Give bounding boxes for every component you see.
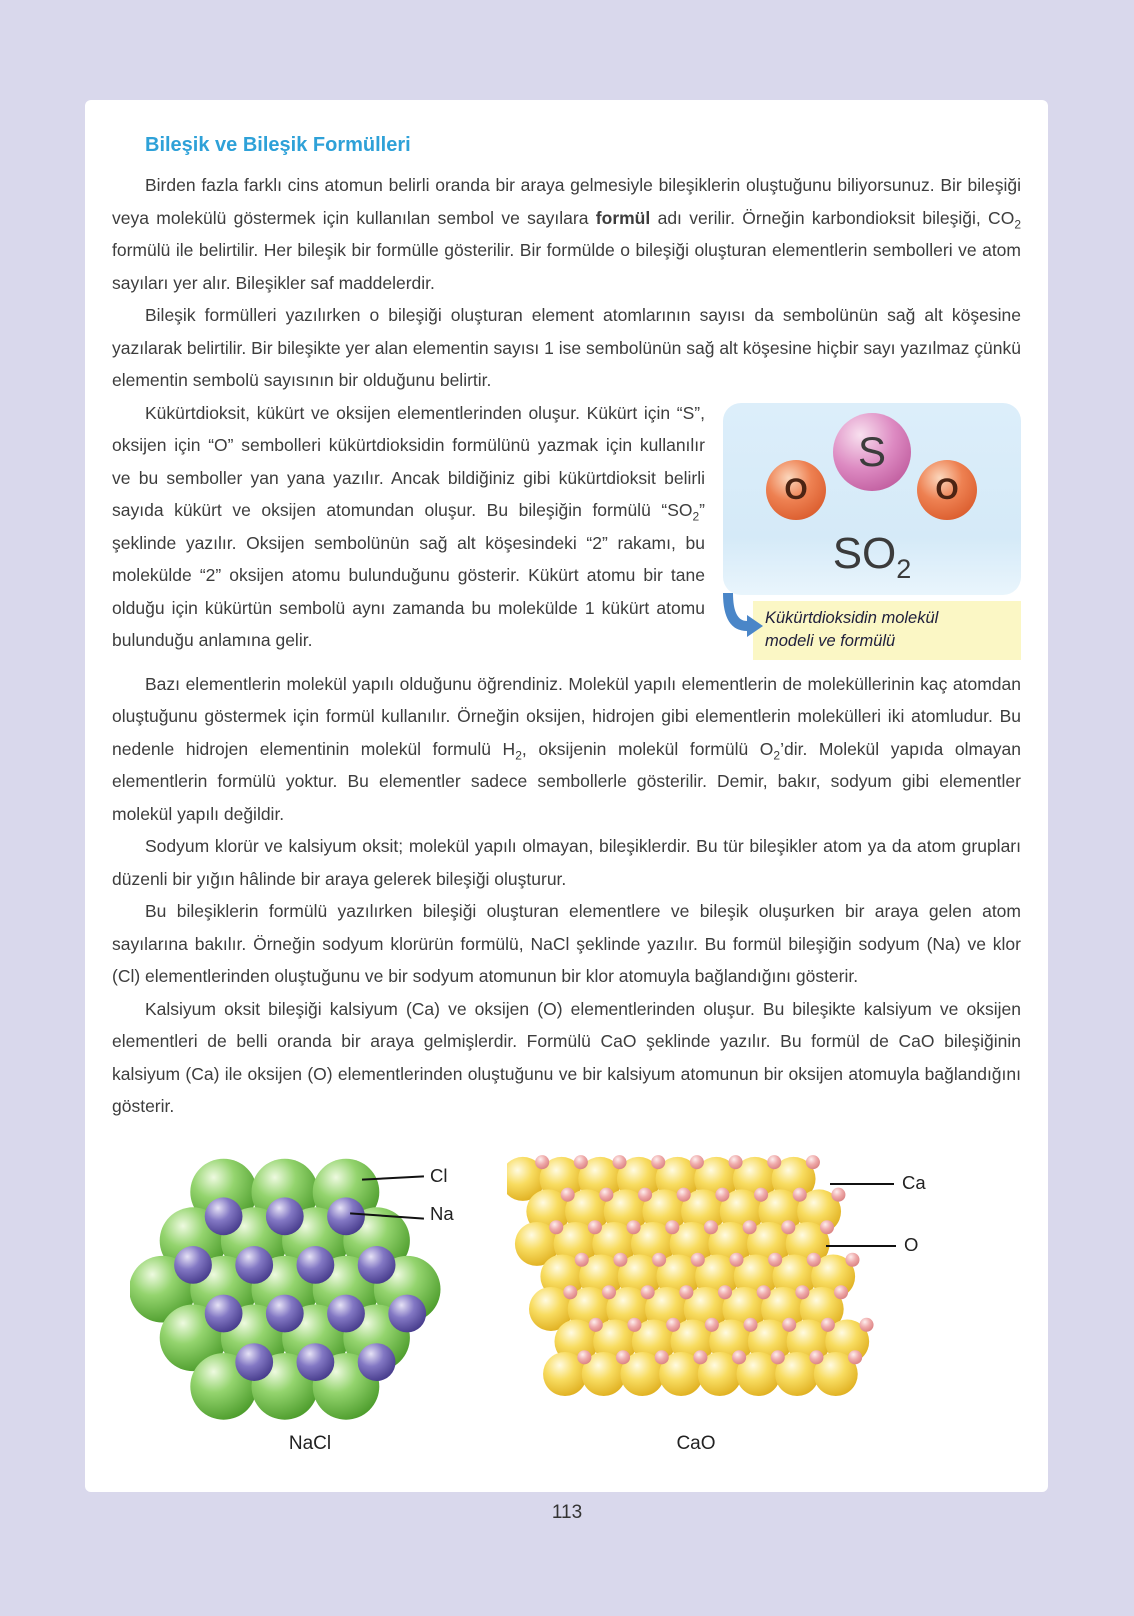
text-run: ” şeklinde yazılır. Oksijen sembolünün sağ alt köşesindeki “2” rakamı, bu molekülde “2” oksijen atomu bulunduğunu gösterir. Kükürt atomu bir tane olduğu için kükürtün sembolü aynı zamanda bu molekülde 1 kükürt atomu bulunduğu anlamına gelir. bbox=[112, 500, 705, 650]
paragraph-4 bbox=[112, 668, 1021, 831]
page-number: 113 bbox=[551, 1502, 583, 1523]
text-run: Birden fazla farklı cins atomun belirli oranda bir araya gelmesiyle bileşiklerin oluştuğunu biliyorsunuz. Bir bileşiği veya molekülü göstermek için kullanılan sembol ve sayılara bbox=[112, 175, 1021, 228]
text-run: Kalsiyum oksit bileşiği kalsiyum (Ca) ve oksijen (O) elementlerinden oluşur. Bu bileşikte kalsiyum ve oksijen elementleri de belli oranda bir araya gelmişlerdir. Formülü CaO şeklinde yazılır. Bu formül de CaO bileşiğinin kalsiyum (Ca) ile oksijen (O) elementlerinden oluştuğunu ve bir kalsiyum atomunun bir oksijen atomuyla bağlandığını gösterir. bbox=[112, 998, 1021, 1116]
text-run: ’dir. Molekül yapıda olmayan elementlerin formülü yoktur. Bu elementler sadece sembollerle gösterilir. Demir, bakır, sodyum gibi elementler molekül yapılı değildir. bbox=[112, 738, 1022, 824]
oxygen-atom-model-right bbox=[917, 460, 977, 520]
subscript: 2 bbox=[1014, 217, 1021, 231]
na-label: Na bbox=[430, 1202, 454, 1224]
subscript: 2 bbox=[515, 748, 522, 762]
formula-subscript: 2 bbox=[896, 553, 912, 584]
paragraph-6 bbox=[112, 895, 1021, 993]
crystal-figures bbox=[112, 1135, 1021, 1471]
paragraph-5 bbox=[112, 830, 1021, 895]
so2-caption-row bbox=[723, 601, 1021, 660]
cl-label: Cl bbox=[430, 1164, 448, 1186]
ca-label-line bbox=[830, 1183, 894, 1185]
section-heading: Bileşik ve Bileşik Formülleri bbox=[145, 134, 411, 156]
text-run: Sodyum klorür ve kalsiyum oksit; molekül yapılı olmayan, bileşiklerdir. Bu tür bileşikler atom ya da atom grupları düzenli bir yığın hâlinde bir araya gelerek bileşiği oluşturur. bbox=[112, 836, 1021, 889]
so2-model-box bbox=[723, 403, 1021, 595]
so2-figure bbox=[723, 403, 1021, 660]
page-content-card bbox=[85, 100, 1048, 1492]
formula-base: SO bbox=[832, 528, 897, 578]
o-label-line bbox=[826, 1245, 896, 1247]
text-run: , oksijenin molekül formülü O bbox=[521, 738, 774, 759]
sulfur-symbol: S bbox=[857, 427, 886, 475]
o-label: O bbox=[904, 1233, 919, 1255]
nacl-caption: NaCl bbox=[288, 1432, 332, 1454]
text-run: Bileşik formülleri yazılırken o bileşiği oluşturan element atomlarının sayısı da sembolünün sağ alt köşesine yazılarak belirtilir. Bir bileşikte yer alan elementin sayısı 1 ise sembolünün sağ alt köşesine hiçbir sayı yazılmaz çünkü elementin sembolü sayısının bir olduğunu belirtir. bbox=[112, 305, 1021, 390]
text-run: Bu bileşiklerin formülü yazılırken bileşiği oluşturan elementlere ve bileşik oluşurken bir araya gelen atom sayılarına bakılır. Örneğin sodyum klorürün formülü, NaCl şeklinde yazılır. Bu formül bileşiğin sodyum (Na) ve klor (Cl) elementlerinden oluştuğunu ve bir sodyum atomunun bir klor atomuyla bağlandığını gösterir. bbox=[112, 901, 1021, 986]
subscript: 2 bbox=[773, 748, 781, 762]
pointer-arrow-icon bbox=[721, 593, 765, 639]
text-run: Kükürtdioksit, kükürt ve oksijen elementlerinden oluşur. Kükürt için “S”, oksijen için “O” sembolleri kükürtdioksidin formülünü yazmak için kullanılır ve bu semboller yan yana yazılır. Ancak bildiğiniz gibi kükürtdioksit belirli sayıda kükürt ve oksijen atomundan oluşur. Bu bileşiğin formülü “SO bbox=[112, 402, 705, 520]
caption-line: Kükürtdioksidin molekül bbox=[765, 608, 939, 627]
oxygen-atom-model-left bbox=[766, 460, 826, 520]
so2-figure-caption bbox=[753, 601, 1021, 660]
paragraph-2 bbox=[112, 299, 1021, 397]
paragraph-1 bbox=[112, 169, 1021, 299]
text-run: Bazı elementlerin molekül yapılı olduğunu öğrendiniz. Molekül yapılı elementlerin de moleküllerinin kaç atomdan oluştuğunu göstermek için formül kullanılır. Örneğin oksijen, hidrojen gibi elementlerin molekülleri iki atomludur. Bu nedenle hidrojen elementinin molekül formulü H bbox=[112, 673, 1021, 759]
oxygen-symbol: O bbox=[784, 472, 808, 506]
bold-term: formül bbox=[595, 207, 651, 228]
ca-label: Ca bbox=[902, 1171, 926, 1193]
text-run: adı verilir. Örneğin karbondioksit bileşiği, CO bbox=[650, 207, 1015, 228]
sulfur-atom-model bbox=[833, 413, 911, 491]
cao-crystal-model bbox=[507, 1149, 885, 1404]
so2-formula bbox=[723, 528, 1021, 584]
cao-caption: CaO bbox=[676, 1432, 716, 1454]
text-run: formülü ile belirtilir. Her bileşik bir formülle gösterilir. Bir formülde o bileşiği oluşturan elementlerin sembolleri ve atom sayıları yer alır. Bileşikler saf maddelerdir. bbox=[112, 240, 1021, 293]
paragraph-7 bbox=[112, 993, 1021, 1123]
nacl-crystal-model bbox=[130, 1147, 490, 1426]
caption-line: modeli ve formülü bbox=[765, 631, 896, 650]
subscript: 2 bbox=[692, 509, 700, 524]
oxygen-symbol: O bbox=[935, 472, 959, 506]
